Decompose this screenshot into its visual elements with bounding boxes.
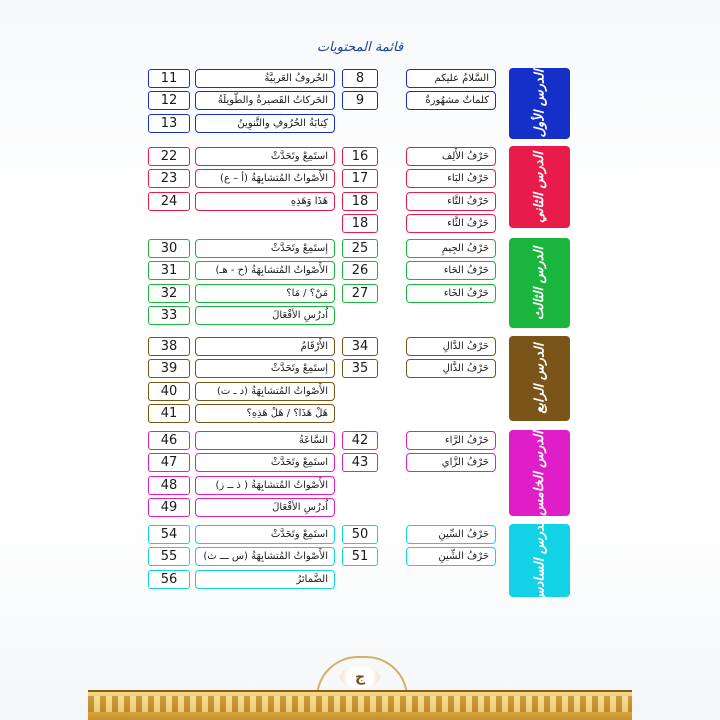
toc-entry-title[interactable]: الحُروفُ العَربيَّةُ <box>195 69 335 88</box>
toc-entry-title[interactable]: الأَصْواتُ المُتشابِهَةُ (أ – ع) <box>195 169 335 188</box>
lesson-label <box>509 336 570 421</box>
toc-entry-title[interactable]: الأَصْواتُ المُتشابِهَةُ (ح - هـ) <box>195 261 335 280</box>
toc-entry-title[interactable]: إستَمِعْ وتَحَدَّثْ <box>195 239 335 258</box>
toc-entry-page[interactable]: 13 <box>148 114 190 133</box>
toc-entry-title[interactable]: استَمِعْ وتَحَدَّثْ <box>195 453 335 472</box>
toc-entry-page[interactable]: 47 <box>148 453 190 472</box>
toc-entry-title[interactable]: اُدرُسِ الأفْعَالَ <box>195 498 335 517</box>
toc-entry-title[interactable]: حَرْفُ الثَّاء <box>406 214 496 233</box>
lesson-label-text: الدرس الأول <box>532 69 548 138</box>
toc-entry-page[interactable]: 12 <box>148 91 190 110</box>
lesson-label <box>509 68 570 139</box>
toc-entry-title[interactable]: الحَركاتُ القَصيرةُ والطَّويلَةُ <box>195 91 335 110</box>
toc-entry-page[interactable]: 34 <box>342 337 378 356</box>
page-number: ج <box>340 666 380 688</box>
lesson-label-text: الدرس الثاني <box>532 151 548 223</box>
toc-entry-page[interactable]: 18 <box>342 214 378 233</box>
lesson-label <box>509 146 570 228</box>
toc-entry-title[interactable]: حَرْفُ الأَلِف <box>406 147 496 166</box>
lesson-label-text: الدرس الثالث <box>532 246 548 320</box>
toc-entry-page[interactable]: 18 <box>342 192 378 211</box>
toc-entry-page[interactable]: 8 <box>342 69 378 88</box>
toc-entry-title[interactable]: الضَّمائرُ <box>195 570 335 589</box>
toc-entry-page[interactable]: 26 <box>342 261 378 280</box>
toc-entry-title[interactable]: استَمِعْ وتَحَدَّثْ <box>195 525 335 544</box>
toc-entry-page[interactable]: 55 <box>148 547 190 566</box>
toc-entry-page[interactable]: 54 <box>148 525 190 544</box>
toc-entry-title[interactable]: اُدرُسِ الأفْعَالَ <box>195 306 335 325</box>
toc-entry-title[interactable]: حَرْفُ الدَّالِ <box>406 337 496 356</box>
page-title: قائمة المحتويات <box>316 40 404 55</box>
toc-entry-page[interactable]: 42 <box>342 431 378 450</box>
toc-entry-page[interactable]: 56 <box>148 570 190 589</box>
toc-entry-page[interactable]: 23 <box>148 169 190 188</box>
toc-entry-page[interactable]: 40 <box>148 382 190 401</box>
toc-entry-page[interactable]: 16 <box>342 147 378 166</box>
toc-entry-title[interactable]: حَرْفُ السِّينِ <box>406 525 496 544</box>
lesson-label <box>509 517 570 604</box>
toc-entry-title[interactable]: استَمِعْ وتَحَدَّثْ <box>195 147 335 166</box>
lesson-label-text: الدرس الرابع <box>532 343 547 414</box>
toc-entry-page[interactable]: 51 <box>342 547 378 566</box>
toc-entry-page[interactable]: 46 <box>148 431 190 450</box>
toc-entry-title[interactable]: السَّلامُ عليكم <box>406 69 496 88</box>
toc-entry-title[interactable]: حَرْفُ الخَاء <box>406 284 496 303</box>
toc-entry-title[interactable]: السَّاعَةُ <box>195 431 335 450</box>
toc-entry-title[interactable]: الأَصْواتُ المُتشابِهَةُ ( ذ ــ ز) <box>195 476 335 495</box>
lesson-label <box>509 430 570 516</box>
toc-entry-page[interactable]: 33 <box>148 306 190 325</box>
toc-entry-title[interactable]: الأَرْقَامُ <box>195 337 335 356</box>
toc-entry-title[interactable]: الأَصْواتُ المُتشابِهَةُ (د ـ ت) <box>195 382 335 401</box>
toc-entry-title[interactable]: مَنْ؟ / مَا؟ <box>195 284 335 303</box>
toc-entry-page[interactable]: 49 <box>148 498 190 517</box>
toc-entry-page[interactable]: 48 <box>148 476 190 495</box>
lesson-label-text: الدرس الخامس <box>532 430 548 516</box>
toc-entry-page[interactable]: 43 <box>342 453 378 472</box>
toc-entry-page[interactable]: 35 <box>342 359 378 378</box>
toc-entry-page[interactable]: 24 <box>148 192 190 211</box>
toc-entry-page[interactable]: 38 <box>148 337 190 356</box>
toc-entry-page[interactable]: 9 <box>342 91 378 110</box>
toc-entry-page[interactable]: 50 <box>342 525 378 544</box>
toc-entry-title[interactable]: الأَصْواتُ المُتشابِهَةُ (س ـــ ث) <box>195 547 335 566</box>
toc-entry-title[interactable]: حَرْفُ التَّاء <box>406 192 496 211</box>
toc-entry-title[interactable]: إستَمِعْ وتَحَدَّثْ <box>195 359 335 378</box>
lesson-label <box>509 238 570 328</box>
toc-entry-page[interactable]: 22 <box>148 147 190 166</box>
toc-entry-page[interactable]: 30 <box>148 239 190 258</box>
toc-entry-page[interactable]: 11 <box>148 69 190 88</box>
toc-entry-title[interactable]: هَلْ هَذَا؟ / هَلْ هَذِهِ؟ <box>195 404 335 423</box>
toc-entry-title[interactable]: حَرْفُ الشِّينِ <box>406 547 496 566</box>
toc-entry-page[interactable]: 27 <box>342 284 378 303</box>
toc-entry-page[interactable]: 25 <box>342 239 378 258</box>
toc-entry-page[interactable]: 32 <box>148 284 190 303</box>
toc-entry-title[interactable]: هَذَا وَهَذِهِ <box>195 192 335 211</box>
footer-band <box>88 690 632 720</box>
toc-entry-title[interactable]: حَرْفُ الزَّاي <box>406 453 496 472</box>
toc-entry-title[interactable]: كِتابَةُ الحُرُوفِ والتَّنوِينُ <box>195 114 335 133</box>
toc-entry-page[interactable]: 17 <box>342 169 378 188</box>
toc-entry-title[interactable]: حَرْفُ البَاء <box>406 169 496 188</box>
toc-entry-page[interactable]: 31 <box>148 261 190 280</box>
toc-entry-title[interactable]: حَرْفُ الحَاء <box>406 261 496 280</box>
lesson-label-text: الدرس السادس <box>532 517 548 604</box>
toc-entry-title[interactable]: حَرْفُ الجِيمِ <box>406 239 496 258</box>
footer-pattern <box>88 696 632 712</box>
toc-entry-page[interactable]: 39 <box>148 359 190 378</box>
toc-entry-title[interactable]: حَرْفُ الرَّاء <box>406 431 496 450</box>
toc-entry-title[interactable]: كلماتٌ مشهُورةٌ <box>406 91 496 110</box>
toc-entry-page[interactable]: 41 <box>148 404 190 423</box>
toc-entry-title[interactable]: حَرْفُ الذَّالِ <box>406 359 496 378</box>
